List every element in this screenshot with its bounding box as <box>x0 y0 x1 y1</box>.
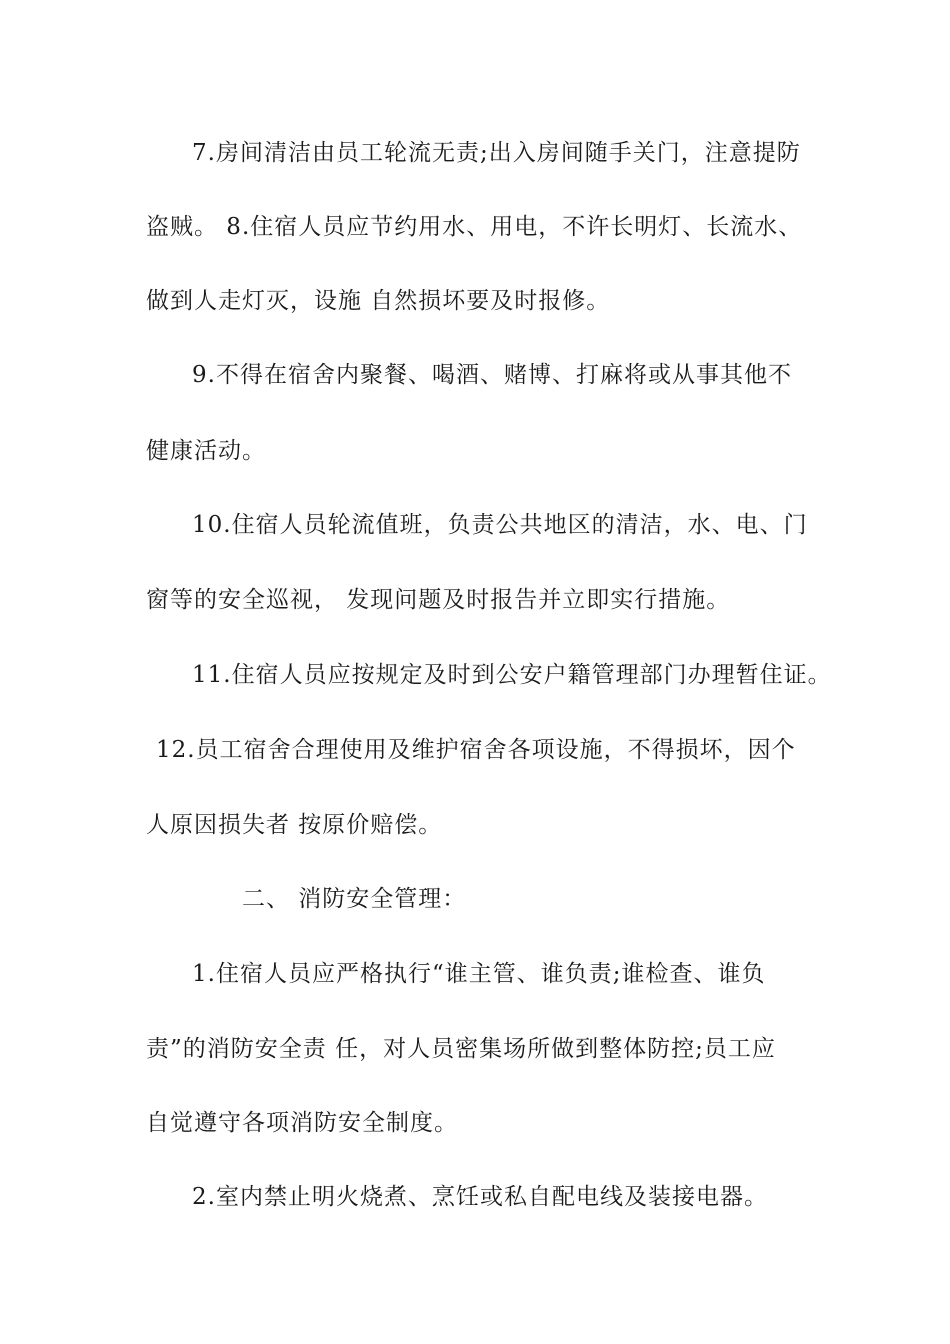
text-line: 责”的消防安全责 任，对人员密集场所做到整体防控;员工应 <box>146 1036 776 1062</box>
text-line: 窗等的安全巡视， 发现问题及时报告并立即实行措施。 <box>146 587 731 613</box>
text-line: 1.住宿人员应严格执行“谁主管、谁负责;谁检查、谁负 <box>192 961 766 987</box>
section-heading: 二、 消防安全管理： <box>242 886 467 912</box>
text-line: 11.住宿人员应按规定及时到公安户籍管理部门办理暂住证。 <box>192 662 832 688</box>
text-line: 人原因损失者 按原价赔偿。 <box>146 812 443 838</box>
text-line: 健康活动。 <box>146 438 266 464</box>
text-line: 盗贼。 8.住宿人员应节约用水、用电，不许长明灯、长流水、 <box>146 214 803 240</box>
text-line: 2.室内禁止明火烧煮、烹饪或私自配电线及装接电器。 <box>192 1184 768 1210</box>
text-line: 9.不得在宿舍内聚餐、喝酒、赌博、打麻将或从事其他不 <box>192 362 792 388</box>
text-line: 自觉遵守各项消防安全制度。 <box>146 1110 458 1136</box>
text-line: 做到人走灯灭，设施 自然损坏要及时报修。 <box>146 288 611 314</box>
text-line: 7.房间清洁由员工轮流无责;出入房间随手关门，注意提防 <box>192 140 801 166</box>
text-line: 12.员工宿舍合理使用及维护宿舍各项设施，不得损坏，因个 <box>156 737 796 763</box>
text-line: 10.住宿人员轮流值班，负责公共地区的清洁，水、电、门 <box>192 512 808 538</box>
